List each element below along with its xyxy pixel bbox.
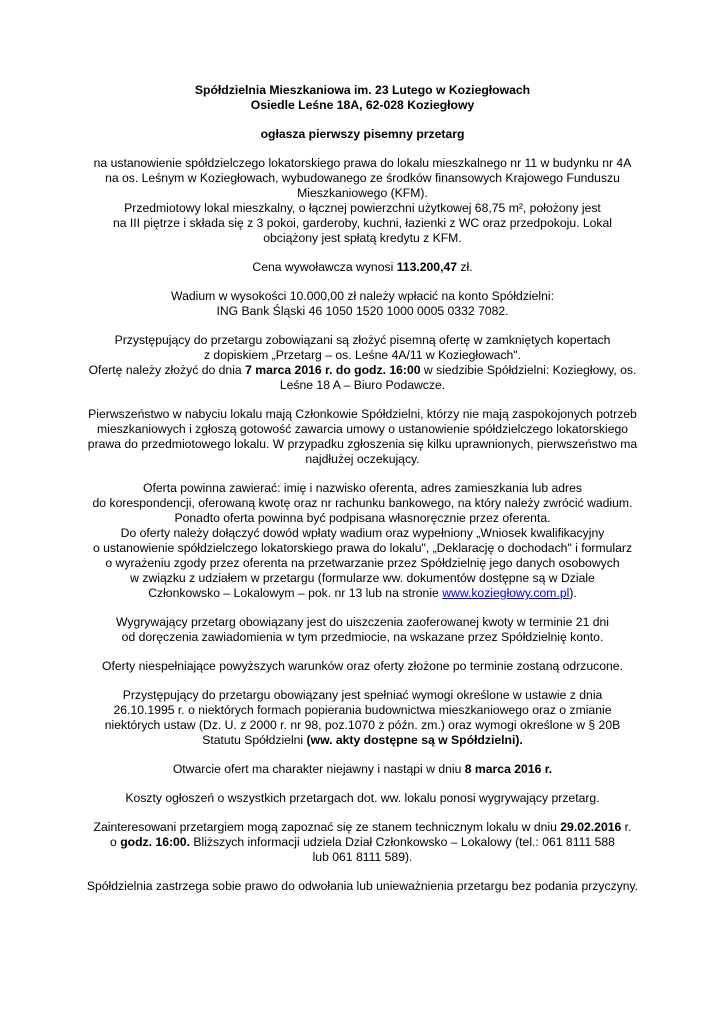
submission-line: Przystępujący do przetargu zobowiązani są złożyć pisemną ofertę w zamkniętych kopertach [114,333,611,347]
requirements-paragraph [60,688,665,748]
submission-deadline-prefix: Ofertę należy złożyć do dnia [88,363,246,377]
winner-line: od doręczenia zawiadomienia w tym przedmiocie, na wskazane przez Spółdzielnię konto. [121,630,604,644]
offer-line [60,586,665,601]
requirements-line [60,733,665,748]
header-block [60,83,665,113]
offer-line: o wyrażeniu zgody przez oferenta na przetwarzanie przez Spółdzielnię jego danych osobowych [105,556,620,570]
offer-line: Ponadto oferta powinna być podpisana własnoręcznie przez oferenta. [174,511,551,525]
inspection-paragraph [60,820,665,865]
intro-line: na ustanowienie spółdzielczego lokatorskiego prawa do lokalu mieszkalnego nr 11 w budynku nr 4A [93,156,632,170]
offer-paragraph [60,481,665,601]
priority-line: najdłużej oczekujący. [305,452,420,466]
reservation-line: Spółdzielnia zastrzega sobie prawo do odwołania lub unieważnienia przetargu bez podania przyczyny. [86,879,639,893]
priority-line: prawa do przedmiotowego lokalu. W przypadku zgłoszenia się kilku uprawnionych, pierwszeństwo ma [87,437,638,451]
intro-line: obciążony jest spłatą kredytu z KFM. [263,231,462,245]
rejected-offers-line: Oferty niespełniające powyższych warunków oraz oferty złożone po terminie zostaną odrzucone. [102,659,623,673]
submission-paragraph [60,333,665,393]
intro-line: na os. Leśnym w Koziegłowach, wybudowanego ze środków finansowych Krajowego Funduszu [105,171,620,185]
submission-line: Leśne 18 A – Biuro Podawcze. [279,378,446,392]
intro-line: Przedmiotowy lokal mieszkalny, o łącznej powierzchni użytkowej 68,75 m², położony jest [124,201,601,215]
inspection-prefix: Zainteresowani przetargiem mogą zapoznać się ze stanem technicznym lokalu w dniu [93,820,561,834]
inspection-contact: Bliższych informacji udziela Dział Członkowsko – Lokalowy (tel.: 061 8111 588 [189,835,615,849]
requirements-line: Przystępujący do przetargu obowiązany jest spełniać wymogi określone w ustawie z dnia [122,688,603,702]
bank-account: ING Bank Śląski 46 1050 1520 1000 0005 0332 7082. [216,304,509,318]
org-name-text: Spółdzielnia Mieszkaniowa im. 23 Lutego w Koziegłowach [194,83,531,97]
offer-line: w związku z udziałem w przetargu (formularze ww. dokumentów dostępne są w Dziale [130,571,595,585]
announcement-title-text: ogłasza pierwszy pisemny przetarg [260,127,465,141]
deposit-line: Wadium w wysokości 10.000,00 zł należy wpłacić na konto Spółdzielni: [171,289,554,303]
intro-line: Mieszkaniowego (KFM). [297,186,428,200]
starting-price-currency: zł. [457,260,473,274]
deposit-paragraph [60,289,665,319]
starting-price-amount: 113.200,47 [396,260,458,274]
org-address [60,98,665,113]
submission-deadline [60,363,665,378]
requirements-line: niektórych ustaw (Dz. U. z 2000 r. nr 98, poz.1070 z późn. zm.) oraz wymogi określone w § 20B [104,718,621,732]
inspection-line [60,820,665,835]
website-link[interactable]: www.koziegłowy.com.pl [442,586,570,600]
announcement-title [60,127,665,142]
priority-line: mieszkaniowych i zgłoszą gotowość zawarcia umowy o ustanowienie spółdzielczego lokatorskiego [96,422,629,436]
org-address-text: Osiedle Leśne 18A, 62-028 Koziegłowy [250,98,475,112]
winner-paragraph [60,615,665,645]
opening-date: 8 marca 2016 r. [464,762,553,776]
inspection-date: 29.02.2016 [560,820,622,834]
submission-deadline-suffix: w siedzibie Spółdzielni: Koziegłowy, os. [420,363,637,377]
offer-line: Oferta powinna zawierać: imię i nazwisko oferenta, adres zamieszkania lub adres [143,481,582,495]
intro-paragraph [60,156,665,246]
offer-line-prefix: Członkowsko – Lokalowym – pok. nr 13 lub na stronie [148,586,443,600]
offer-line: Do oferty należy dołączyć dowód wpłaty wadium oraz wypełniony „Wniosek kwalifikacyjny [120,526,605,540]
inspection-line: lub 061 8111 589). [312,850,413,864]
submission-line: z dopiskiem „Przetarg – os. Leśne 4A/11 w Koziegłowach". [203,348,522,362]
priority-line: Pierwszeństwo w nabyciu lokalu mają Członkowie Spółdzielni, którzy nie mają zaspokojonych potrzeb [88,407,637,421]
intro-line: na III piętrze i składa się z 3 pokoi, garderoby, kuchni, łazienki z WC oraz przedpokoju. Lokal [112,216,613,230]
requirements-prefix: Statutu Spółdzielni [202,733,307,747]
offer-line: o ustanowienie spółdzielczego lokatorskiego prawa do lokalu", „Deklarację o dochodach" i formularz [92,541,633,555]
offer-line-suffix: ). [569,586,577,600]
requirements-line: 26.10.1995 r. o niektórych formach popierania budownictwa mieszkaniowego oraz o zmianie [113,703,612,717]
inspection-suffix: r. [621,820,632,834]
document-page [60,83,665,894]
inspection-time: godz. 16:00. [120,835,190,849]
inspection-line [60,835,665,850]
org-name [60,83,665,98]
requirements-bold-note: (ww. akty dostępne są w Spółdzielni). [306,733,523,747]
starting-price-label: Cena wywoławcza wynosi [252,260,397,274]
opening-prefix: Otwarcie ofert ma charakter niejawny i nastąpi w dniu [172,762,465,776]
opening-line [60,762,665,777]
costs-line: Koszty ogłoszeń o wszystkich przetargach dot. ww. lokalu ponosi wygrywający przetarg. [125,791,600,805]
submission-deadline-date: 7 marca 2016 r. do godz. 16:00 [245,363,421,377]
priority-paragraph [60,407,665,467]
winner-line: Wygrywający przetarg obowiązany jest do uiszczenia zaoferowanej kwoty w terminie 21 dni [115,615,610,629]
offer-line: do korespondencji, oferowaną kwotę oraz nr rachunku bankowego, na który należy zwrócić wadium. [92,496,633,510]
inspection-time-prefix: o [110,835,121,849]
starting-price [60,260,665,275]
